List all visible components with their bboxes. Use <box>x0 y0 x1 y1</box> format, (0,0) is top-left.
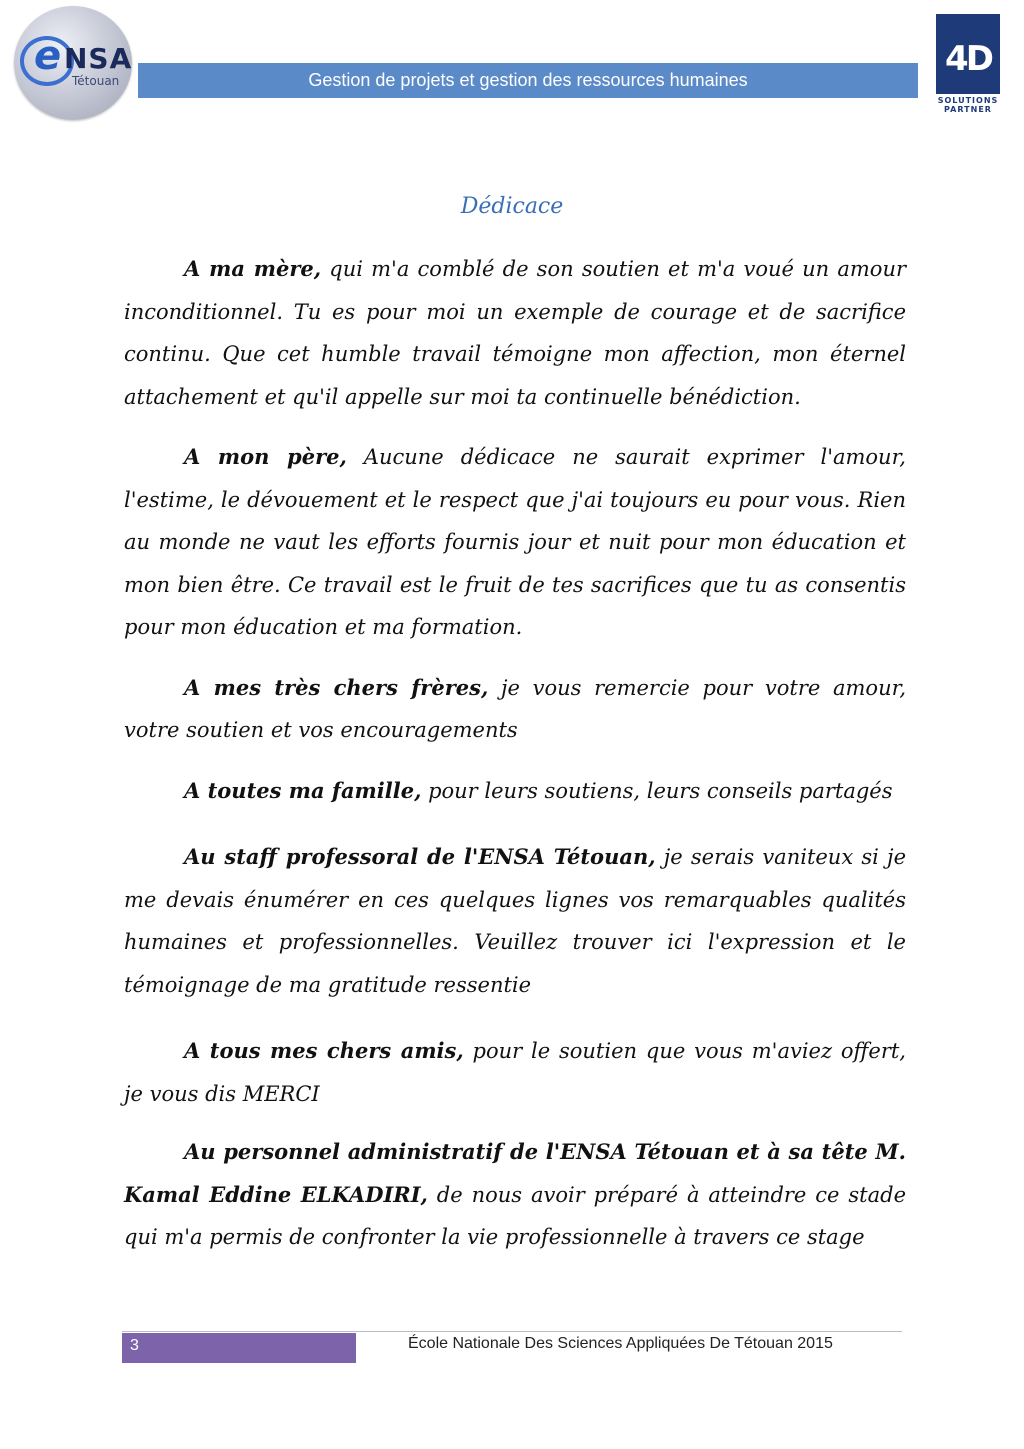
dedication-paragraph-mother <box>124 248 906 418</box>
paragraph-lead: A tous mes chers amis, <box>184 1038 464 1063</box>
page-title: Dédicace <box>460 194 564 219</box>
dedication-paragraph-administration <box>124 1131 906 1259</box>
footer-school-name: École Nationale Des Sciences Appliquées De Tétouan 2015 <box>408 1335 833 1352</box>
paragraph-text: je serais vaniteux si je me devais énumérer en ces quelques lignes vos remarquables qualités humaines et professionnelles. Veuillez trouver ici l'expression et le témoignage de ma gratitude ressentie <box>124 845 906 997</box>
4d-logo-line2: PARTNER <box>944 105 992 114</box>
dedication-paragraph-family <box>124 770 906 813</box>
footer-divider <box>122 1331 902 1332</box>
paragraph-text: Aucune dédicace ne saurait exprimer l'amour, l'estime, le dévouement et le respect que j'ai toujours eu pour vous. Rien au monde ne vaut les efforts fournis jour et nuit pour mon éducation et mon bien être. Ce travail est le fruit de tes sacrifices que tu as consentis pour mon éducation et ma formation. <box>124 445 906 639</box>
ensa-logo <box>14 6 132 120</box>
paragraph-lead: Au staff professoral de l'ENSA Tétouan, <box>184 844 656 869</box>
dedication-body <box>124 248 906 1259</box>
paragraph-text: de nous avoir préparé à atteindre ce stade qui m'a permis de confronter la vie professionnelle à travers ce stage <box>124 1182 907 1249</box>
paragraph-text: je vous remercie pour votre amour, votre soutien et vos encouragements <box>124 675 906 742</box>
4d-logo-mark: 4D <box>945 39 991 79</box>
paragraph-text: qui m'a comblé de son soutien et m'a voué un amour inconditionnel. Tu es pour moi un exemple de courage et de sacrifice continu. Que cet humble travail témoigne mon affection, mon éternel attachement et qu'il appelle sur moi ta continuelle bénédiction. <box>124 257 907 409</box>
paragraph-lead: A mes très chers frères, <box>184 674 489 700</box>
ensa-logo-text: NSA <box>64 42 133 75</box>
4d-logo-line1: SOLUTIONS <box>937 96 999 105</box>
footer-page-box <box>122 1333 356 1363</box>
header-bar <box>138 63 918 98</box>
paragraph-lead: A toutes ma famille, <box>184 777 422 803</box>
ensa-logo-city: Tétouan <box>72 74 120 88</box>
header-title: Gestion de projets et gestion des ressources humaines <box>308 70 748 90</box>
page-number: 3 <box>130 1337 139 1354</box>
paragraph-text: pour le soutien que vous m'aviez offert, je vous dis MERCI <box>124 1039 906 1106</box>
4d-solutions-logo <box>935 14 1001 114</box>
paragraph-lead: A ma mère, <box>184 256 322 281</box>
paragraph-text: pour leurs soutiens, leurs conseils partagés <box>421 778 893 803</box>
ensa-logo-e-icon: e <box>34 33 62 79</box>
paragraph-lead: A mon père, <box>184 444 347 469</box>
paragraph-lead: Au personnel administratif de l'ENSA Tétouan et à sa tête M. Kamal Eddine ELKADIRI, <box>124 1139 906 1207</box>
dedication-paragraph-staff <box>124 836 906 1006</box>
dedication-paragraph-father <box>124 436 906 649</box>
dedication-paragraph-brothers <box>124 667 906 752</box>
dedication-paragraph-friends <box>124 1030 906 1115</box>
